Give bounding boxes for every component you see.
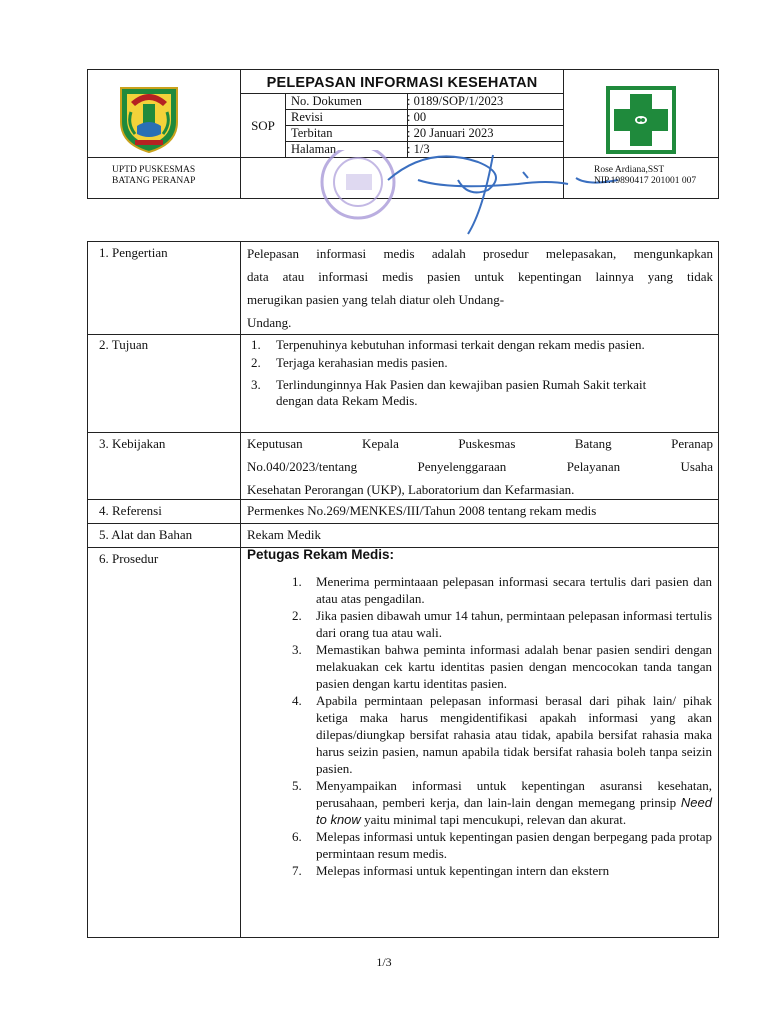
sop-label: SOP <box>251 118 275 133</box>
referensi-text: Permenkes No.269/MENKES/III/Tahun 2008 tentang rekam medis <box>247 503 597 518</box>
stamp-and-signature-icon <box>318 150 638 242</box>
pengertian-text <box>247 242 713 334</box>
text-line: Kesehatan Perorangan (UKP), Laboratorium dan Kefarmasian. <box>247 482 575 497</box>
list-item <box>292 828 712 862</box>
puskesmas-cross-logo-icon <box>606 86 676 154</box>
section-label-tujuan: 2. Tujuan <box>99 337 149 352</box>
list-text: Melepas informasi untuk kepentingan intern dan ekstern <box>316 863 610 878</box>
text-line: Pelepasan informasi medis adalah prosedur melepasakan, mengunkapkan <box>247 246 713 261</box>
list-number: 4. <box>292 693 302 708</box>
org-line: BATANG PERANAP <box>112 176 196 186</box>
section-label-pengertian: 1. Pengertian <box>99 245 168 260</box>
list-text: Terlindunginnya Hak Pasien dan kewajiban pasien Rumah Sakit terkait dengan data Rekam Medis. <box>276 377 647 408</box>
list-text: Terpenuhinya kebutuhan informasi terkait dengan rekam medis pasien. <box>276 337 645 352</box>
list-number: 7. <box>292 863 302 878</box>
list-item <box>292 692 712 777</box>
list-item <box>251 377 671 409</box>
list-text: Memastikan bahwa peminta informasi adalah benar pasien sendiri dengan melakuakan cek kartu identitas pasien dengan mencocokan tanda tangan pasien dengan kartu identitas pasien. <box>316 642 712 691</box>
content-table <box>87 241 719 938</box>
list-number: 5. <box>292 778 302 793</box>
text-line: Undang. <box>247 315 292 330</box>
list-number: 1. <box>292 574 302 589</box>
signer-block <box>594 165 696 187</box>
meta-key: Revisi <box>291 110 323 124</box>
list-item <box>292 573 712 607</box>
list-text: Terjaga kerahasian medis pasien. <box>276 355 448 370</box>
list-number: 1. <box>251 337 261 352</box>
text-line: No.040/2023/tentang Penyelenggaraan Pelayanan Usaha <box>247 459 713 474</box>
list-number: 3. <box>251 377 261 392</box>
list-text: Melepas informasi untuk kepentingan pasien dengan berpegang pada protap permintaan resum medis. <box>316 829 712 861</box>
meta-row-document-number <box>285 94 563 108</box>
alat-bahan-text: Rekam Medik <box>247 527 322 542</box>
meta-row-issue-date <box>285 126 563 140</box>
list-text-emphasis: Need to know <box>316 795 712 827</box>
page-number: 1/3 <box>376 955 392 969</box>
list-item <box>292 777 712 828</box>
row-divider <box>88 547 718 548</box>
list-text-part: yaitu minimal tapi mencukupi, relevan dan akurat. <box>360 812 627 827</box>
list-item <box>292 641 712 692</box>
list-text: Jika pasien dibawah umur 14 tahun, permintaan pelepasan informasi tertulis dari orang tua atau wali. <box>316 608 712 640</box>
meta-key: Terbitan <box>291 126 333 140</box>
org-line: UPTD PUSKESMAS <box>112 165 196 175</box>
meta-value: : 20 Januari 2023 <box>407 126 494 140</box>
riau-province-emblem-icon <box>117 82 181 154</box>
prosedur-list <box>292 573 712 879</box>
list-item <box>292 607 712 641</box>
list-item <box>292 862 712 879</box>
list-item <box>251 355 681 371</box>
organization-name <box>112 165 195 187</box>
list-text <box>316 777 712 828</box>
section-label-alat-bahan: 5. Alat dan Bahan <box>99 527 193 542</box>
list-number: 6. <box>292 829 302 844</box>
text-line: Keputusan Kepala Puskesmas Batang Peranap <box>247 436 713 451</box>
list-text: Apabila permintaan pelepasan informasi berasal dari pihak lain/ pihak ketiga maka harus mengidentifikasi apakah informasi yang akan dilepas/diungkap bersifat rahasia atau tidak, apabila bersifat rahasia maka harus seizin pasien, namun apabila tidak bersifat rahasia boleh tanpa seizin pasien. <box>316 693 712 776</box>
document-title: PELEPASAN INFORMASI KESEHATAN <box>266 75 538 91</box>
list-number: 2. <box>251 355 261 370</box>
list-text: Menerima permintaaan pelepasan informasi secara tertulis dari pasien dan atau atas pengadilan. <box>316 574 712 606</box>
signer-name: Rose Ardiana,SST <box>594 165 665 175</box>
meta-row-revision <box>285 110 563 124</box>
document-header <box>87 69 719 199</box>
meta-value: : 00 <box>407 110 427 124</box>
prosedur-heading: Petugas Rekam Medis: <box>247 547 395 562</box>
signer-nip: NIP.19890417 201001 007 <box>594 176 697 186</box>
meta-key: No. Dokumen <box>291 94 362 108</box>
section-label-referensi: 4. Referensi <box>99 503 162 518</box>
row-divider <box>88 334 718 335</box>
list-number: 3. <box>292 642 302 657</box>
section-label-kebijakan: 3. Kebijakan <box>99 436 166 451</box>
text-line: data atau informasi medis pasien untuk kepentingan lainnya yang tidak <box>247 269 713 284</box>
list-text-part: Menyampaikan informasi untuk kepentingan asuransi kesehatan, perusahaan, pemberi kerja, dan lain-lain dengan memegang prinsip <box>316 778 712 810</box>
text-line: merugikan pasien yang telah diatur oleh Undang- <box>247 292 505 307</box>
meta-value: : 1/3 <box>407 142 430 156</box>
tujuan-list <box>251 337 681 409</box>
column-divider <box>240 242 241 937</box>
section-label-prosedur: 6. Prosedur <box>99 551 159 566</box>
list-item <box>251 337 681 353</box>
meta-value: : 0189/SOP/1/2023 <box>407 94 504 108</box>
kebijakan-text <box>247 432 713 501</box>
list-number: 2. <box>292 608 302 623</box>
meta-key: Halaman <box>291 142 337 156</box>
